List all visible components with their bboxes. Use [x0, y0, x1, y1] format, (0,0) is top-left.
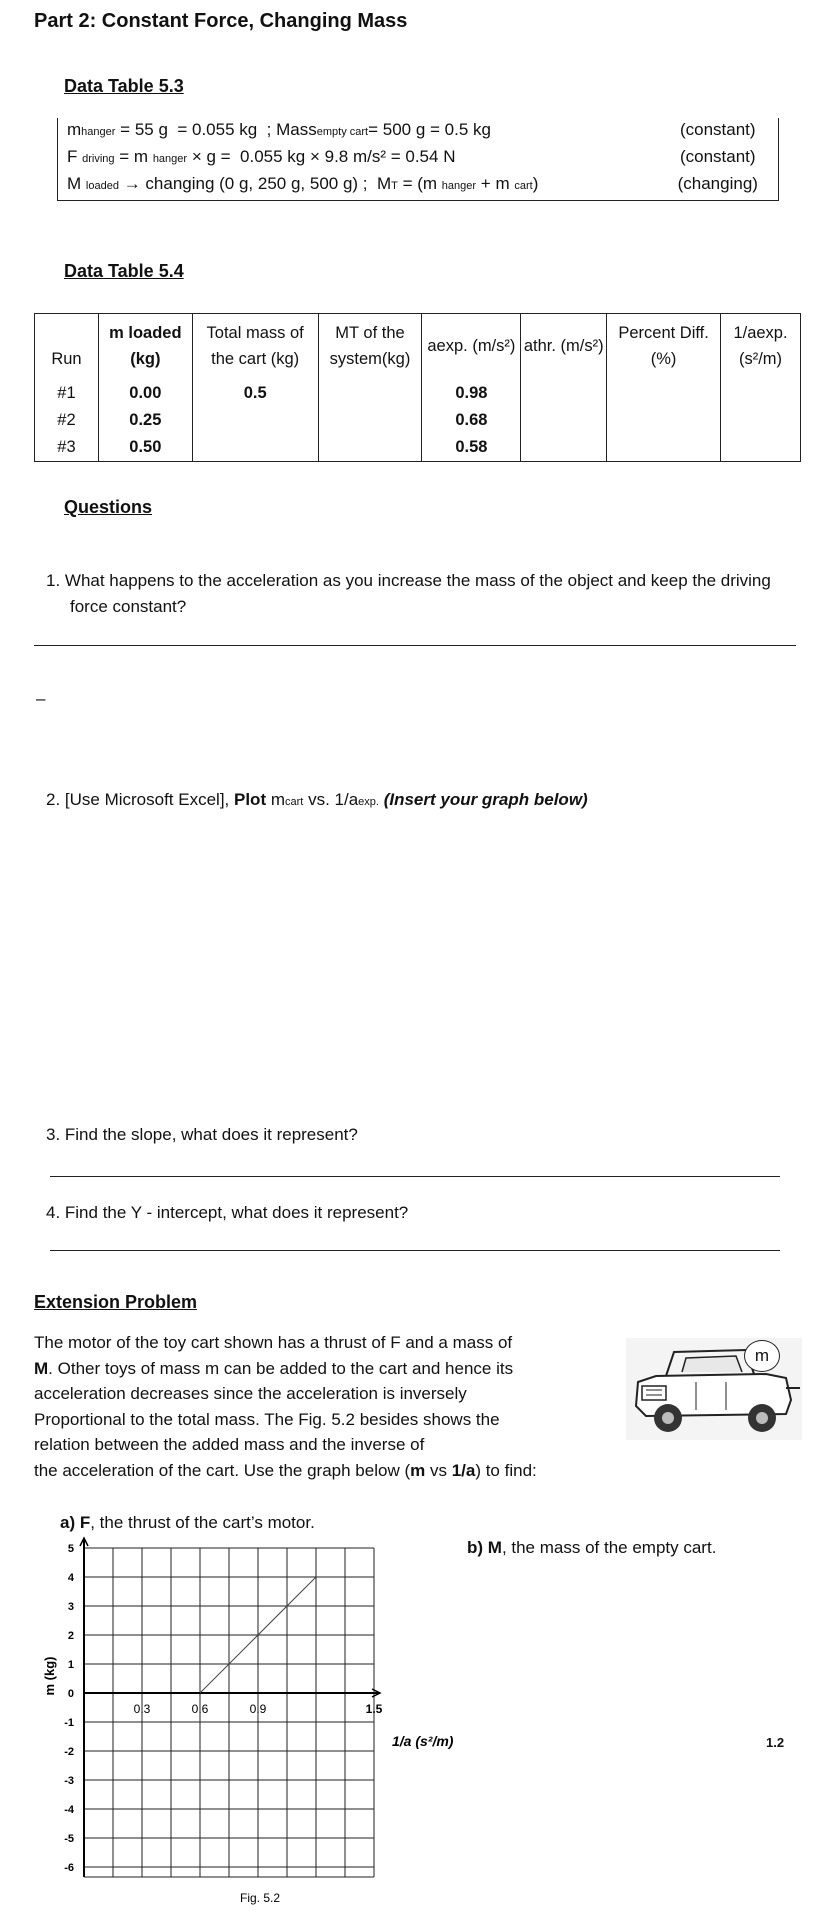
question-3: 3. Find the slope, what does it represent?	[46, 1125, 358, 1144]
cell-mt	[318, 407, 422, 434]
table53-bottom-border	[57, 200, 779, 201]
question-2: 2. [Use Microsoft Excel], Plot mcart vs. 1/aexp. (Insert your graph below)	[46, 790, 588, 809]
added-mass-circle: m	[744, 1340, 780, 1372]
cell-percent-diff	[607, 407, 721, 434]
question-4: 4. Find the Y - intercept, what does it represent?	[46, 1203, 409, 1222]
y-tick-label: 0	[67, 1688, 74, 1700]
extension-title: Extension Problem	[34, 1292, 198, 1312]
cell-m-loaded: 0.50	[98, 434, 192, 462]
cell-a-exp: 0.98	[422, 380, 521, 407]
table53-row1-formula: mhanger = 55 g = 0.055 kg ; Massempty cart= 500 g = 0.5 kg	[67, 119, 491, 139]
table53-row3-status: (changing)	[677, 173, 758, 193]
question-a: a) F, the thrust of the cart’s motor.	[60, 1513, 315, 1532]
question-b: b) M, the mass of the empty cart.	[467, 1538, 717, 1557]
answer-line-4	[50, 1250, 780, 1251]
cell-mt	[318, 380, 422, 407]
y-axis-label: m (kg)	[42, 1656, 57, 1696]
answer-line-1	[34, 645, 796, 646]
questions-title: Questions	[64, 497, 153, 517]
chart-tick-labels	[64, 1543, 382, 1874]
col-header-percent-diff: Percent Diff. (%)	[607, 314, 721, 381]
cell-a-thr	[521, 407, 607, 434]
stray-value: 1.2	[766, 1735, 785, 1750]
col-header-total-mass: Total mass of the cart (kg)	[192, 314, 318, 381]
col-header-m-loaded: m loaded (kg)	[98, 314, 192, 381]
table54-header-row	[35, 314, 801, 381]
col-header-run: Run	[35, 314, 99, 381]
figure-caption: Fig. 5.2	[240, 1891, 281, 1905]
col-header-inverse-a: 1/aexp. (s²/m)	[721, 314, 801, 381]
y-tick-label: -3	[64, 1775, 74, 1787]
y-tick-label: -2	[64, 1746, 74, 1758]
table-row	[35, 434, 801, 462]
fig-5-2-chart	[34, 1530, 454, 1910]
x-tick-label: 0.3	[133, 1702, 151, 1716]
question-1: 1. What happens to the acceleration as you increase the mass of the object and keep the driving force constant?	[46, 571, 771, 616]
stray-dash: –	[36, 689, 46, 708]
y-tick-label: 4	[67, 1572, 74, 1584]
y-tick-label: -6	[64, 1862, 74, 1874]
table53-row-driving	[57, 143, 779, 170]
cell-a-exp: 0.68	[422, 407, 521, 434]
table53-row-loaded	[57, 170, 779, 197]
extension-paragraph: The motor of the toy cart shown has a thrust of F and a mass of M. Other toys of mass m can be added to the cart and hence its acceleration decreases since the acceleration is inversely Proportional to the total mass. The Fig. 5.2 besides shows the relation between the added mass and the inverse of the acceleration of the cart. Use the graph below (m vs 1/a) to find:	[34, 1333, 537, 1480]
cell-total-mass: 0.5	[192, 380, 318, 407]
cell-m-loaded: 0.00	[98, 380, 192, 407]
cell-a-thr	[521, 434, 607, 462]
cell-mt	[318, 434, 422, 462]
cell-percent-diff	[607, 380, 721, 407]
cell-a-thr	[521, 380, 607, 407]
cell-total-mass	[192, 434, 318, 462]
cell-inverse-a	[721, 434, 801, 462]
cell-a-exp: 0.58	[422, 434, 521, 462]
col-header-a-thr: athr. (m/s²)	[521, 314, 607, 381]
y-tick-label: -5	[64, 1833, 74, 1845]
y-tick-label: 1	[67, 1659, 74, 1671]
table53-title: Data Table 5.3	[64, 76, 184, 96]
chart-grid	[84, 1548, 374, 1877]
cell-inverse-a	[721, 380, 801, 407]
data-table-5-4	[34, 313, 801, 462]
col-header-a-exp: aexp. (m/s²)	[422, 314, 521, 381]
cell-run: #3	[35, 434, 99, 462]
answer-line-3	[50, 1176, 780, 1177]
y-tick-label: -4	[64, 1804, 74, 1816]
y-tick-label: -1	[64, 1717, 74, 1729]
y-tick-label: 3	[67, 1601, 74, 1613]
cell-inverse-a	[721, 407, 801, 434]
table-row	[35, 407, 801, 434]
x-tick-label: 0.9	[249, 1702, 267, 1716]
x-tick-label: 1.5	[365, 1702, 383, 1716]
x-axis-label: 1/a (s²/m)	[392, 1733, 454, 1749]
cell-run: #2	[35, 407, 99, 434]
cell-percent-diff	[607, 434, 721, 462]
y-tick-label: 2	[67, 1630, 74, 1642]
data-table-5-3	[57, 116, 779, 197]
x-tick-label: 0.6	[191, 1702, 209, 1716]
table-row	[35, 380, 801, 407]
cell-m-loaded: 0.25	[98, 407, 192, 434]
col-header-mt: MT of the system(kg)	[318, 314, 422, 381]
part-title: Part 2: Constant Force, Changing Mass	[34, 10, 408, 32]
table53-row1-status: (constant)	[679, 119, 756, 139]
table53-row2-status: (constant)	[679, 146, 756, 166]
cell-run: #1	[35, 380, 99, 407]
chart-axes	[80, 1538, 380, 1877]
table54-title: Data Table 5.4	[64, 261, 184, 281]
table53-row2-formula: F driving = m hanger × g = 0.055 kg × 9.8 m/s² = 0.54 N	[67, 146, 456, 166]
table53-row-hanger	[57, 116, 779, 143]
y-tick-label: 5	[67, 1543, 74, 1555]
table53-row3-formula: M loaded → changing (0 g, 250 g, 500 g) ; MT = (m hanger + m cart)	[67, 173, 539, 193]
cell-total-mass	[192, 407, 318, 434]
